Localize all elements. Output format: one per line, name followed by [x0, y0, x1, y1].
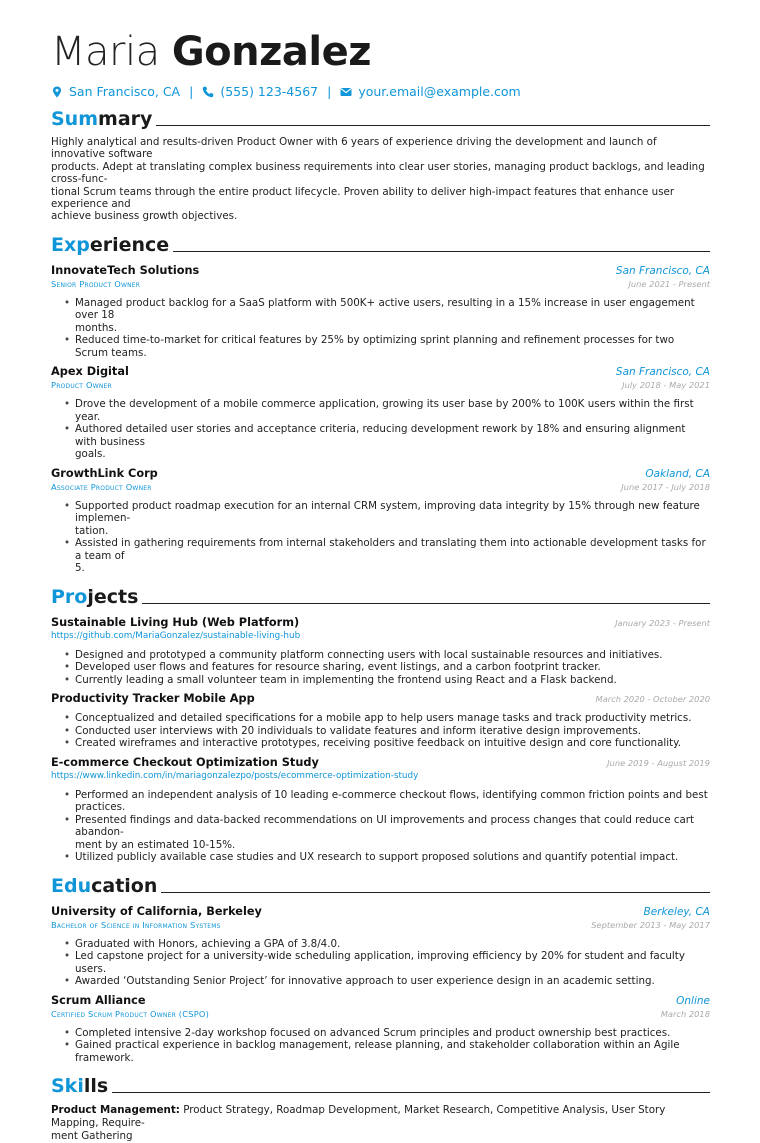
skills-section	[51, 1075, 710, 1143]
project-dates: January 2023 - Present	[615, 617, 710, 628]
experience-section	[51, 234, 710, 575]
phone-icon	[202, 86, 214, 98]
job-title: Product Owner	[51, 380, 112, 391]
bullet-item: • Awarded ‘Outstanding Senior Project’ for innovative approach to user experience design in an academic setting.	[75, 975, 710, 988]
company-name: InnovateTech Solutions	[51, 263, 200, 277]
bullet-item: • Graduated with Honors, achieving a GPA of 3.8/4.0.	[75, 938, 710, 951]
projects-list	[51, 616, 710, 864]
section-rule	[156, 125, 710, 126]
bullet-item: • Conceptualized and detailed specifications for a mobile app to help users manage tasks and track productivity metrics.	[75, 712, 710, 725]
institution-location: Online	[676, 994, 710, 1007]
bullet-list	[51, 500, 710, 575]
section-header	[51, 586, 710, 608]
degree-title: Bachelor of Science in Information Systems	[51, 919, 221, 930]
bullet-item: • Drove the development of a mobile commerce application, growing its user base by 200% to 100K users within the first year.	[75, 398, 710, 423]
phone-text: (555) 123-4567	[220, 84, 319, 99]
project-name: Productivity Tracker Mobile App	[51, 692, 255, 706]
bullet-item: • Utilized publicly available case studies and UX research to support proposed solutions and quantify potential impact.	[75, 851, 710, 864]
bullet-item: • Conducted user interviews with 20 individuals to validate features and inform iterative design improvements.	[75, 725, 710, 738]
bullet-item: • Managed product backlog for a SaaS platform with 500K+ active users, resulting in a 15% increase in user engagement over 18 months.	[75, 297, 710, 335]
section-rule	[173, 251, 710, 252]
location-text: San Francisco, CA	[69, 84, 181, 99]
project-name: E-commerce Checkout Optimization Study	[51, 755, 319, 769]
skill-list: Product Strategy, Roadmap Development, Market Research, Competitive Analysis, User Story Mapping, Require-	[51, 1104, 666, 1130]
bullet-item: • Led capstone project for a university-wide scheduling application, improving efficiency by 20% for student and faculty users.	[75, 950, 710, 975]
section-title: Skills	[51, 1075, 109, 1098]
institution-name: Scrum Alliance	[51, 993, 146, 1007]
experience-list	[51, 264, 710, 575]
resume-page	[51, 28, 710, 1143]
bullet-list	[51, 297, 710, 360]
email-link[interactable]: your.email@example.com	[358, 84, 521, 99]
project-dates: March 2020 - October 2020	[595, 694, 710, 705]
education-list	[51, 905, 710, 1065]
experience-entry	[51, 365, 710, 461]
bullet-item: • Assisted in gathering requirements from internal stakeholders and translating them into actionable development tasks for a team of 5.	[75, 537, 710, 575]
experience-entry	[51, 467, 710, 575]
project-dates: June 2019 - August 2019	[607, 757, 710, 768]
envelope-icon	[340, 86, 352, 98]
experience-entry	[51, 264, 710, 360]
institution-location: Berkeley, CA	[643, 905, 710, 918]
degree-title: Certified Scrum Product Owner (CSPO)	[51, 1008, 210, 1019]
institution-name: University of California, Berkeley	[51, 904, 262, 918]
candidate-name	[51, 28, 710, 76]
projects-section	[51, 586, 710, 864]
bullet-item: • Presented findings and data-backed recommendations on UI improvements and process changes that could reduce cart abandon- ment by an estimated 10-15%.	[75, 814, 710, 852]
section-title: Education	[51, 874, 158, 897]
first-name: Maria	[51, 29, 160, 75]
section-title: Projects	[51, 585, 139, 608]
job-dates: June 2017 - July 2018	[621, 481, 710, 492]
section-header	[51, 875, 710, 897]
project-name: Sustainable Living Hub (Web Platform)	[51, 615, 300, 629]
section-rule	[161, 892, 710, 893]
company-name: Apex Digital	[51, 365, 129, 379]
project-entry	[51, 692, 710, 750]
section-title: Experience	[51, 233, 170, 256]
skill-category-label: Product Management:	[51, 1104, 180, 1117]
section-header	[51, 234, 710, 256]
section-header	[51, 108, 710, 130]
project-link[interactable]: https://www.linkedin.com/in/mariagonzalezpo/posts/ecommerce-optimization-study	[51, 770, 419, 781]
bullet-item: • Designed and prototyped a community platform connecting users with local sustainable resources and initiatives.	[75, 649, 710, 662]
bullet-list	[51, 649, 710, 687]
section-rule	[142, 603, 710, 604]
education-dates: September 2013 - May 2017	[591, 919, 710, 930]
bullet-item: • Developed user flows and features for resource sharing, event listings, and a carbon footprint tracker.	[75, 661, 710, 674]
job-dates: July 2018 - May 2021	[622, 380, 710, 391]
summary-section	[51, 108, 710, 223]
contact-separator: |	[189, 84, 194, 99]
bullet-item: • Completed intensive 2-day workshop focused on advanced Scrum principles and product ownership best practices.	[75, 1027, 710, 1040]
job-location: Oakland, CA	[645, 467, 710, 480]
bullet-list	[51, 398, 710, 461]
education-section	[51, 875, 710, 1065]
bullet-item: • Currently leading a small volunteer team in implementing the frontend using React and a Flask backend.	[75, 674, 710, 687]
skill-line	[51, 1104, 710, 1143]
job-title: Senior Product Owner	[51, 278, 141, 289]
bullet-item: • Reduced time-to-market for critical features by 25% by optimizing sprint planning and refinement processes for two Scrum teams.	[75, 334, 710, 359]
project-entry	[51, 756, 710, 864]
project-link[interactable]: https://github.com/MariaGonzalez/sustainable-living-hub	[51, 630, 301, 641]
bullet-item: • Performed an independent analysis of 10 leading e-commerce checkout flows, identifying common friction points and best practices.	[75, 789, 710, 814]
company-name: GrowthLink Corp	[51, 466, 158, 480]
skill-list-continued: ment Gathering	[51, 1130, 133, 1143]
job-location: San Francisco, CA	[615, 264, 710, 277]
bullet-item: • Supported product roadmap execution for an internal CRM system, improving data integrity by 15% through new feature implemen- tation.	[75, 500, 710, 538]
section-header	[51, 1075, 710, 1097]
bullet-item: • Gained practical experience in backlog management, release planning, and stakeholder collaboration within an Agile framework.	[75, 1039, 710, 1064]
education-entry	[51, 905, 710, 988]
bullet-list	[51, 789, 710, 864]
bullet-item: • Created wireframes and interactive prototypes, receiving positive feedback on intuitive design and core functionality.	[75, 737, 710, 750]
contact-separator: |	[327, 84, 332, 99]
project-entry	[51, 616, 710, 687]
bullet-list	[51, 938, 710, 988]
location-pin-icon	[51, 86, 63, 98]
last-name: Gonzalez	[171, 29, 371, 75]
education-dates: March 2018	[660, 1008, 710, 1019]
summary-text: Highly analytical and results-driven Product Owner with 6 years of experience driving the development and launch of innovative software products. Adept at translating complex business requirements into clear user stories, managing product backlogs, and leading cross-func- tional Scrum teams through the entire product lifecycle. Proven ability to deliver high-impact features that enhance user experience and achieve business growth objectives.	[51, 136, 705, 223]
education-entry	[51, 994, 710, 1065]
contact-line	[51, 84, 710, 99]
job-dates: June 2021 - Present	[628, 278, 710, 289]
job-location: San Francisco, CA	[615, 366, 710, 379]
bullet-list	[51, 712, 710, 750]
section-rule	[112, 1092, 710, 1093]
bullet-item: • Authored detailed user stories and acceptance criteria, reducing development rework by 18% and ensuring alignment with business goals.	[75, 423, 710, 461]
bullet-list	[51, 1027, 710, 1065]
section-title: Summary	[51, 108, 153, 130]
job-title: Associate Product Owner	[51, 481, 152, 492]
